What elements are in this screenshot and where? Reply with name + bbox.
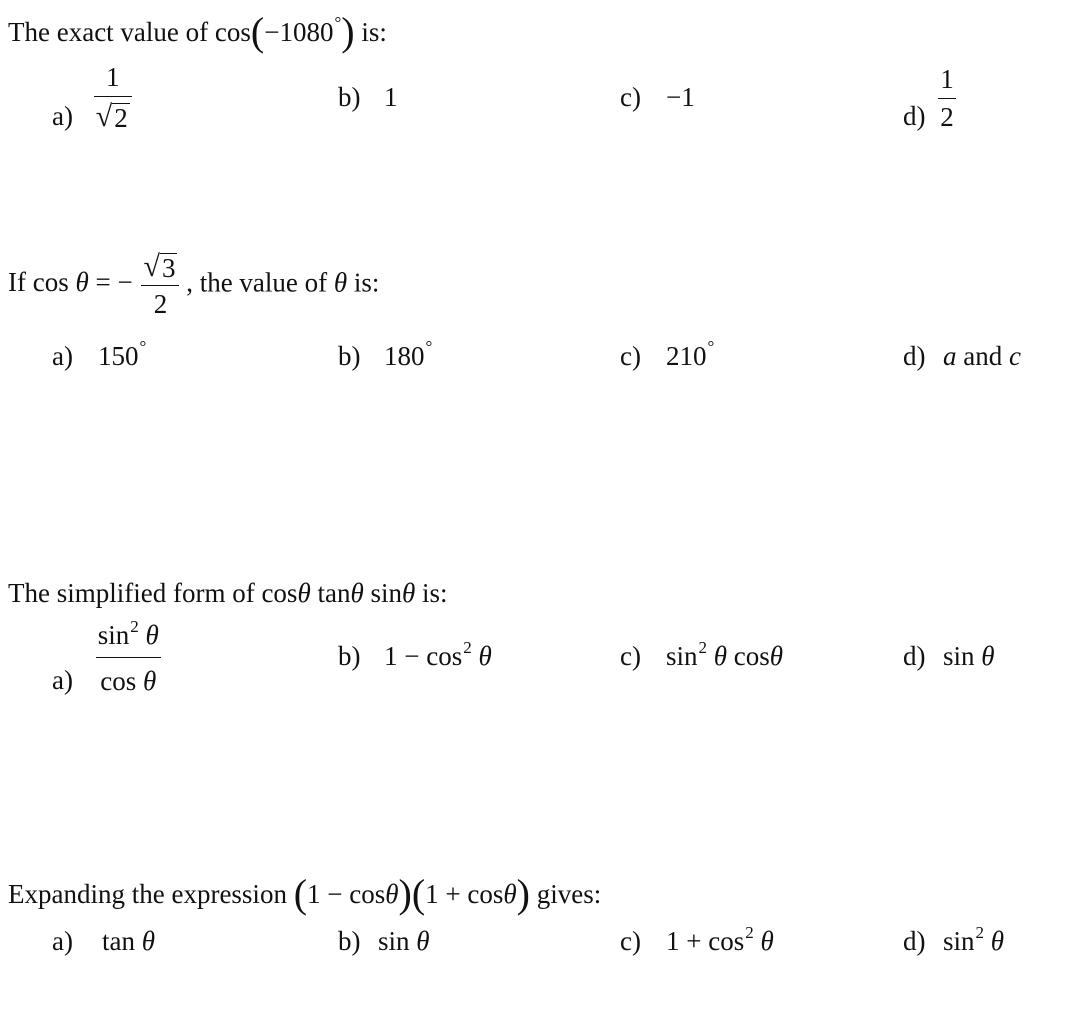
stem-prefix: If bbox=[8, 267, 26, 298]
right-paren: ) bbox=[341, 9, 355, 54]
theta-variable: θ bbox=[385, 879, 399, 909]
denominator: 2 bbox=[940, 102, 954, 133]
option-label: d) bbox=[903, 641, 926, 671]
option-expression: 1 − cos bbox=[384, 641, 463, 671]
option-label: b) bbox=[338, 341, 361, 371]
fraction-bar bbox=[141, 285, 179, 286]
option-label: d) bbox=[903, 100, 926, 131]
option-label: c) bbox=[620, 341, 641, 371]
theta-variable: θ bbox=[416, 926, 430, 956]
fraction-bar bbox=[94, 96, 132, 97]
numerator bbox=[96, 617, 161, 651]
exponent: 2 bbox=[463, 638, 472, 657]
function-sin: sin bbox=[97, 620, 130, 650]
function-sin: sin bbox=[943, 641, 975, 671]
function-sin: sin bbox=[666, 641, 698, 671]
option-d[interactable] bbox=[903, 343, 1021, 370]
option-value: 150 bbox=[98, 341, 139, 371]
theta-variable: θ bbox=[402, 578, 416, 608]
numerator: 1 bbox=[940, 64, 954, 94]
right-paren: ) bbox=[398, 871, 412, 916]
stem-suffix: is: bbox=[353, 267, 380, 298]
option-variable-c: c bbox=[1008, 341, 1021, 371]
option-label: d) bbox=[903, 926, 926, 956]
option-value: −1 bbox=[666, 82, 695, 112]
option-variable-a: a bbox=[943, 341, 957, 371]
option-c[interactable] bbox=[620, 84, 695, 111]
theta-variable: θ bbox=[145, 620, 159, 650]
function-tan: tan bbox=[102, 926, 135, 956]
option-conjunction: and bbox=[963, 341, 1003, 371]
option-label: a) bbox=[52, 101, 73, 132]
function-tan: tan bbox=[317, 578, 351, 608]
exponent: 2 bbox=[975, 923, 985, 942]
exponent: 2 bbox=[130, 617, 139, 636]
theta-variable: θ bbox=[990, 926, 1005, 956]
fraction bbox=[141, 250, 179, 320]
option-a[interactable] bbox=[52, 62, 132, 132]
stem-prefix: The exact value of bbox=[8, 17, 209, 47]
option-a[interactable] bbox=[52, 617, 161, 697]
option-label: a) bbox=[52, 664, 73, 695]
right-paren: ) bbox=[516, 871, 530, 916]
function-cos: cos bbox=[261, 578, 298, 608]
theta-variable: θ bbox=[142, 666, 157, 697]
fraction bbox=[938, 64, 956, 133]
factor-1: 1 − cos bbox=[307, 879, 386, 909]
radical-sign: √ bbox=[143, 250, 160, 284]
question-3-stem bbox=[8, 580, 448, 607]
theta-variable: θ bbox=[981, 641, 995, 671]
question-4-stem bbox=[8, 870, 602, 916]
function-cos: cos bbox=[733, 641, 770, 671]
option-label: c) bbox=[620, 82, 641, 112]
theta-variable: θ bbox=[713, 641, 728, 671]
option-label: a) bbox=[52, 926, 73, 956]
option-c[interactable] bbox=[620, 923, 774, 956]
angle-value: −1080 bbox=[264, 17, 334, 47]
option-expression: 1 + cos bbox=[666, 926, 745, 956]
radical-sign: √ bbox=[95, 100, 113, 134]
theta-variable: θ bbox=[297, 578, 311, 608]
option-c[interactable] bbox=[620, 337, 715, 371]
function-sin: sin bbox=[943, 926, 975, 956]
theta-variable: θ bbox=[769, 641, 784, 671]
option-value: 180 bbox=[384, 341, 425, 371]
degree-symbol: ° bbox=[707, 337, 715, 356]
question-2-stem bbox=[8, 250, 379, 320]
left-paren: ( bbox=[250, 9, 265, 54]
theta-variable: θ bbox=[478, 641, 492, 671]
option-a[interactable] bbox=[52, 337, 147, 371]
option-label: d) bbox=[903, 341, 926, 371]
fraction-bar bbox=[938, 98, 956, 99]
degree-symbol: ° bbox=[334, 13, 342, 32]
degree-symbol: ° bbox=[139, 337, 147, 356]
function-sin: sin bbox=[370, 578, 402, 608]
function-cos: cos bbox=[100, 666, 137, 697]
option-d[interactable] bbox=[903, 643, 995, 670]
stem-prefix: The simplified form of bbox=[8, 578, 255, 608]
fraction-bar bbox=[96, 657, 161, 658]
theta-variable: θ bbox=[141, 926, 156, 956]
left-paren: ( bbox=[293, 871, 308, 916]
theta-variable: θ bbox=[333, 267, 348, 298]
theta-variable: θ bbox=[760, 926, 774, 956]
option-label: b) bbox=[338, 82, 361, 112]
question-1-stem bbox=[8, 8, 387, 54]
option-b[interactable] bbox=[338, 337, 433, 371]
option-label: b) bbox=[338, 926, 361, 956]
option-d[interactable] bbox=[903, 923, 1005, 956]
left-paren: ( bbox=[411, 871, 426, 916]
denominator bbox=[98, 666, 158, 697]
option-a[interactable] bbox=[52, 928, 155, 955]
theta-variable: θ bbox=[350, 578, 364, 608]
option-d[interactable] bbox=[903, 64, 956, 133]
numerator: 1 bbox=[105, 62, 120, 92]
stem-prefix: Expanding the expression bbox=[8, 879, 287, 909]
exponent: 2 bbox=[698, 638, 708, 657]
fraction bbox=[96, 617, 161, 697]
stem-middle: , the value of bbox=[186, 267, 328, 298]
exponent: 2 bbox=[745, 923, 754, 942]
theta-variable: θ bbox=[75, 267, 89, 298]
option-label: b) bbox=[338, 641, 361, 671]
denominator: 2 bbox=[153, 289, 168, 320]
option-b[interactable] bbox=[338, 638, 492, 671]
radicand: 3 bbox=[161, 253, 176, 283]
stem-suffix: is: bbox=[361, 17, 387, 47]
equals-minus: = − bbox=[95, 267, 133, 298]
stem-suffix: is: bbox=[422, 578, 448, 608]
radicand: 2 bbox=[114, 103, 128, 134]
denominator-sqrt bbox=[94, 100, 132, 132]
stem-suffix: gives: bbox=[536, 879, 602, 909]
fraction bbox=[94, 62, 132, 132]
factor-2: 1 + cos bbox=[425, 879, 504, 909]
option-label: a) bbox=[52, 341, 73, 371]
theta-variable: θ bbox=[503, 879, 517, 909]
option-c[interactable] bbox=[620, 638, 784, 671]
option-b[interactable] bbox=[338, 84, 398, 111]
option-b[interactable] bbox=[338, 928, 430, 955]
function-sin: sin bbox=[378, 926, 410, 956]
option-label: c) bbox=[620, 641, 641, 671]
option-value: 1 bbox=[384, 82, 398, 112]
option-value: 210 bbox=[666, 341, 707, 371]
option-label: c) bbox=[620, 926, 641, 956]
degree-symbol: ° bbox=[425, 337, 433, 356]
function-name: cos bbox=[32, 267, 69, 298]
function-name: cos bbox=[214, 17, 251, 47]
numerator-sqrt bbox=[141, 250, 179, 282]
